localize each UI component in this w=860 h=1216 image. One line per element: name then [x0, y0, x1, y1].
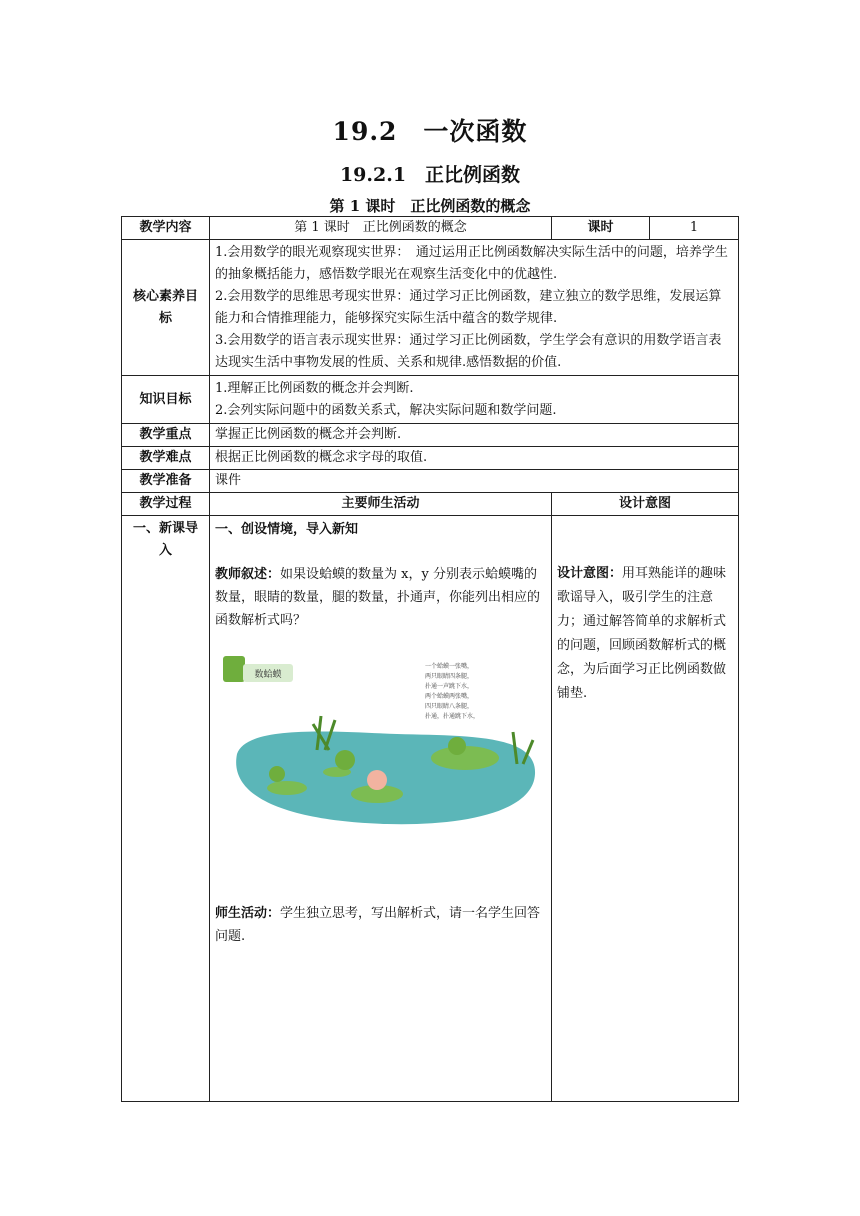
intent-text: 用耳熟能详的趣味歌谣导入，吸引学生的注意力；通过解答简单的求解析式的问题，回顾函数解析式的概念，为后面学习正比例函数做铺垫.: [557, 566, 727, 701]
narration: [215, 563, 546, 632]
frog: [335, 750, 355, 770]
lotus-flower: [367, 770, 387, 790]
narration-text: 如果设蛤蟆的数量为 x，y 分别表示蛤蟆嘴的数量，眼睛的数量，腿的数量，扑通声，你能列出相应的函数解析式吗？: [215, 567, 541, 628]
row-preparation: [122, 470, 739, 493]
song-line-4: 两个蛤蟆两张嘴，: [425, 693, 474, 700]
value-knowledge-goals: [210, 376, 739, 424]
value-key-point: 掌握正比例函数的概念并会判断.: [210, 424, 739, 447]
intent-cell: [552, 516, 739, 1102]
header-activity: 主要师生活动: [210, 493, 552, 516]
value-preparation: 课件: [210, 470, 739, 493]
stage-label: 一、新课导入: [122, 516, 210, 1102]
activity-label: 师生活动：: [215, 906, 281, 921]
label-difficulty: 教学难点: [122, 447, 210, 470]
row-key-point: [122, 424, 739, 447]
value-hours: 1: [650, 217, 739, 240]
activity-text: 学生独立思考，写出解析式，请一名学生回答问题.: [215, 906, 541, 944]
value-content: 第 1 课时 正比例函数的概念: [210, 217, 552, 240]
row-new-lesson: [122, 516, 739, 1102]
activity-cell: [210, 516, 552, 1102]
row-content: [122, 217, 739, 240]
song-line-1: 一个蛤蟆一张嘴，: [425, 663, 474, 670]
song-line-5: 四只眼睛八条腿，: [425, 703, 474, 710]
section-heading: 一、创设情境，导入新知: [215, 522, 359, 537]
page-title: 19.2 一次函数: [332, 117, 528, 146]
song-line-2: 两只眼睛四条腿，: [425, 673, 474, 680]
intent-label: 设计意图：: [557, 566, 623, 581]
lesson-plan-table: [121, 216, 739, 1102]
label-core-goals: 核心素养目标: [122, 240, 210, 376]
label-preparation: 教学准备: [122, 470, 210, 493]
value-core-goals: [210, 240, 739, 376]
frog: [269, 766, 285, 782]
frog-pond-illustration: [217, 654, 545, 854]
header-intent: 设计意图: [552, 493, 739, 516]
knowledge-goal-2: 2.会列实际问题中的函数关系式，解决实际问题和数学问题.: [215, 402, 557, 418]
row-knowledge-goals: [122, 376, 739, 424]
label-key-point: 教学重点: [122, 424, 210, 447]
row-difficulty: [122, 447, 739, 470]
lesson-title: 第 1 课时 正比例函数的概念: [329, 197, 531, 215]
image-badge: 数蛤蟆: [254, 670, 282, 680]
row-core-goals: [122, 240, 739, 376]
narration-label: 教师叙述：: [215, 567, 281, 582]
header-process: 教学过程: [122, 493, 210, 516]
section-title: 19.2.1 正比例函数: [339, 164, 521, 186]
song-line-6: 扑通，扑通跳下水，: [425, 713, 480, 720]
core-goal-1: 1.会用数学的眼光观察现实世界： 通过运用正比例函数解决实际生活中的问题，培养学生的抽象概括能力，感悟数学眼光在观察生活变化中的优越性.: [215, 244, 728, 282]
core-goal-3: 3.会用数学的语言表示现实世界：通过学习正比例函数，学生学会有意识的用数学语言表达现实生活中事物发展的性质、关系和规律.感悟数据的价值.: [215, 332, 722, 370]
label-hours: 课时: [552, 217, 650, 240]
lily-pad: [267, 781, 307, 795]
knowledge-goal-1: 1.理解正比例函数的概念并会判断.: [215, 380, 414, 396]
song-line-3: 扑通一声跳下水，: [425, 683, 474, 690]
row-process-header: [122, 493, 739, 516]
student-activity: [215, 902, 546, 948]
core-goal-2: 2.会用数学的思维思考现实世界：通过学习正比例函数，建立独立的数学思维，发展运算能力和合情推理能力，能够探究实际生活中蕴含的数学规律.: [215, 288, 722, 326]
label-knowledge-goals: 知识目标: [122, 376, 210, 424]
frog: [448, 737, 466, 755]
value-difficulty: 根据正比例函数的概念求字母的取值.: [210, 447, 739, 470]
label-content: 教学内容: [122, 217, 210, 240]
